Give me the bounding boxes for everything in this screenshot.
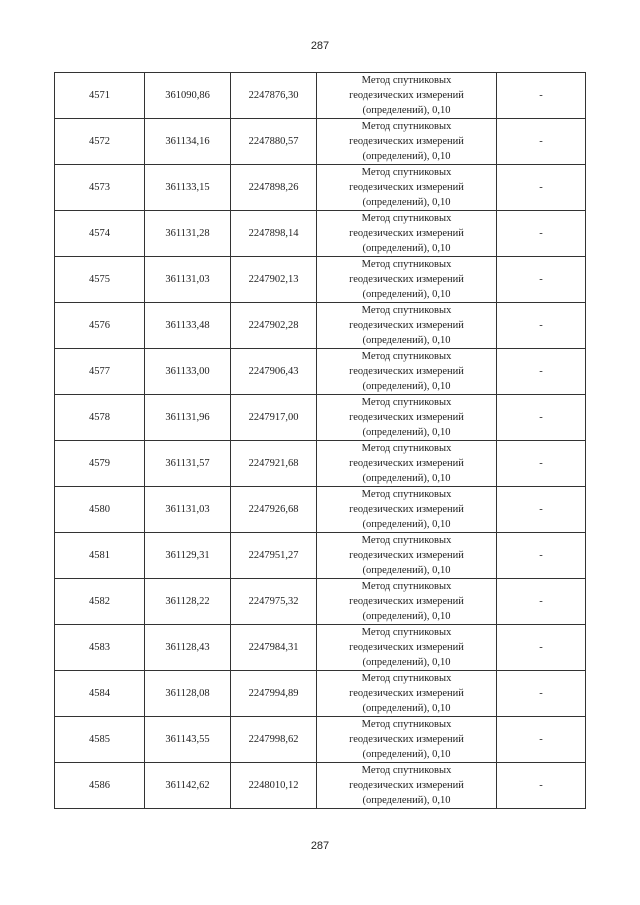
note-cell: - (497, 165, 586, 211)
method-text-line: геодезических измерений (349, 412, 464, 423)
y-coordinate-cell: 2247921,68 (231, 441, 317, 487)
point-number-cell: 4579 (55, 441, 145, 487)
method-text-line: (определений), 0,10 (362, 289, 451, 300)
method-text-line: (определений), 0,10 (362, 519, 451, 530)
method-cell (317, 579, 497, 625)
method-cell (317, 487, 497, 533)
x-coordinate-cell: 361131,96 (145, 395, 231, 441)
x-coordinate-cell: 361128,22 (145, 579, 231, 625)
method-text-line: (определений), 0,10 (362, 611, 451, 622)
x-coordinate-cell: 361142,62 (145, 763, 231, 809)
note-cell: - (497, 211, 586, 257)
method-text-line: (определений), 0,10 (362, 795, 451, 806)
note-cell: - (497, 303, 586, 349)
method-text-line: (определений), 0,10 (362, 243, 451, 254)
y-coordinate-cell: 2247898,14 (231, 211, 317, 257)
method-text-line: геодезических измерений (349, 274, 464, 285)
x-coordinate-cell: 361129,31 (145, 533, 231, 579)
method-text-line: геодезических измерений (349, 596, 464, 607)
method-text-line: геодезических измерений (349, 550, 464, 561)
x-coordinate-cell: 361143,55 (145, 717, 231, 763)
method-text-line: (определений), 0,10 (362, 105, 451, 116)
method-text-line: (определений), 0,10 (362, 335, 451, 346)
method-text-line: Метод спутниковых (361, 305, 452, 316)
method-cell (317, 303, 497, 349)
method-text-line: геодезических измерений (349, 136, 464, 147)
point-number-cell: 4578 (55, 395, 145, 441)
point-number-cell: 4574 (55, 211, 145, 257)
method-cell (317, 441, 497, 487)
y-coordinate-cell: 2247898,26 (231, 165, 317, 211)
method-text-line: (определений), 0,10 (362, 381, 451, 392)
method-cell (317, 533, 497, 579)
note-cell: - (497, 349, 586, 395)
point-number-cell: 4581 (55, 533, 145, 579)
method-text-line: Метод спутниковых (361, 213, 452, 224)
method-text-line: геодезических измерений (349, 734, 464, 745)
method-text-line: геодезических измерений (349, 90, 464, 101)
point-number-cell: 4575 (55, 257, 145, 303)
table-row (55, 625, 586, 671)
y-coordinate-cell: 2247876,30 (231, 73, 317, 119)
note-cell: - (497, 119, 586, 165)
method-text-line: Метод спутниковых (361, 397, 452, 408)
point-number-cell: 4571 (55, 73, 145, 119)
note-cell: - (497, 487, 586, 533)
method-text-line: геодезических измерений (349, 458, 464, 469)
method-text-line: Метод спутниковых (361, 535, 452, 546)
point-number-cell: 4572 (55, 119, 145, 165)
note-cell: - (497, 579, 586, 625)
note-cell: - (497, 625, 586, 671)
method-cell (317, 119, 497, 165)
method-text-line: Метод спутниковых (361, 75, 452, 86)
note-cell: - (497, 671, 586, 717)
x-coordinate-cell: 361134,16 (145, 119, 231, 165)
method-text-line: геодезических измерений (349, 642, 464, 653)
page-number-bottom: 287 (310, 840, 330, 852)
y-coordinate-cell: 2247880,57 (231, 119, 317, 165)
method-cell (317, 211, 497, 257)
point-number-cell: 4584 (55, 671, 145, 717)
y-coordinate-cell: 2247975,32 (231, 579, 317, 625)
table-row (55, 763, 586, 809)
method-text-line: геодезических измерений (349, 504, 464, 515)
note-cell: - (497, 257, 586, 303)
method-text-line: Метод спутниковых (361, 259, 452, 270)
note-cell: - (497, 73, 586, 119)
method-text-line: (определений), 0,10 (362, 749, 451, 760)
method-text-line: (определений), 0,10 (362, 657, 451, 668)
method-text-line: геодезических измерений (349, 688, 464, 699)
page-number-top: 287 (310, 40, 330, 52)
y-coordinate-cell: 2247951,27 (231, 533, 317, 579)
note-cell: - (497, 763, 586, 809)
y-coordinate-cell: 2247906,43 (231, 349, 317, 395)
coordinates-table-body (55, 73, 586, 809)
point-number-cell: 4586 (55, 763, 145, 809)
method-text-line: геодезических измерений (349, 780, 464, 791)
point-number-cell: 4577 (55, 349, 145, 395)
method-text-line: Метод спутниковых (361, 489, 452, 500)
y-coordinate-cell: 2247902,13 (231, 257, 317, 303)
table-row (55, 395, 586, 441)
y-coordinate-cell: 2247994,89 (231, 671, 317, 717)
method-cell (317, 625, 497, 671)
table-row (55, 717, 586, 763)
method-cell (317, 763, 497, 809)
y-coordinate-cell: 2248010,12 (231, 763, 317, 809)
coordinates-table (54, 72, 586, 809)
x-coordinate-cell: 361128,08 (145, 671, 231, 717)
method-cell (317, 73, 497, 119)
method-text-line: геодезических измерений (349, 182, 464, 193)
method-text-line: геодезических измерений (349, 366, 464, 377)
method-cell (317, 395, 497, 441)
method-cell (317, 717, 497, 763)
point-number-cell: 4585 (55, 717, 145, 763)
note-cell: - (497, 441, 586, 487)
x-coordinate-cell: 361133,00 (145, 349, 231, 395)
table-row (55, 487, 586, 533)
x-coordinate-cell: 361131,28 (145, 211, 231, 257)
x-coordinate-cell: 361133,48 (145, 303, 231, 349)
table-row (55, 533, 586, 579)
point-number-cell: 4580 (55, 487, 145, 533)
note-cell: - (497, 717, 586, 763)
method-text-line: Метод спутниковых (361, 121, 452, 132)
y-coordinate-cell: 2247984,31 (231, 625, 317, 671)
table-row (55, 441, 586, 487)
method-cell (317, 349, 497, 395)
table-row (55, 119, 586, 165)
method-text-line: Метод спутниковых (361, 581, 452, 592)
table-row (55, 349, 586, 395)
method-text-line: (определений), 0,10 (362, 473, 451, 484)
x-coordinate-cell: 361131,03 (145, 487, 231, 533)
method-text-line: Метод спутниковых (361, 627, 452, 638)
table-row (55, 165, 586, 211)
y-coordinate-cell: 2247917,00 (231, 395, 317, 441)
method-text-line: Метод спутниковых (361, 443, 452, 454)
method-text-line: (определений), 0,10 (362, 565, 451, 576)
method-text-line: (определений), 0,10 (362, 197, 451, 208)
method-cell (317, 671, 497, 717)
method-text-line: Метод спутниковых (361, 719, 452, 730)
x-coordinate-cell: 361090,86 (145, 73, 231, 119)
x-coordinate-cell: 361131,03 (145, 257, 231, 303)
method-text-line: (определений), 0,10 (362, 703, 451, 714)
method-text-line: Метод спутниковых (361, 351, 452, 362)
point-number-cell: 4583 (55, 625, 145, 671)
y-coordinate-cell: 2247926,68 (231, 487, 317, 533)
table-row (55, 257, 586, 303)
y-coordinate-cell: 2247902,28 (231, 303, 317, 349)
x-coordinate-cell: 361131,57 (145, 441, 231, 487)
note-cell: - (497, 533, 586, 579)
table-row (55, 303, 586, 349)
method-text-line: геодезических измерений (349, 320, 464, 331)
point-number-cell: 4576 (55, 303, 145, 349)
method-text-line: (определений), 0,10 (362, 151, 451, 162)
table-row (55, 73, 586, 119)
method-text-line: (определений), 0,10 (362, 427, 451, 438)
x-coordinate-cell: 361128,43 (145, 625, 231, 671)
method-cell (317, 257, 497, 303)
note-cell: - (497, 395, 586, 441)
x-coordinate-cell: 361133,15 (145, 165, 231, 211)
method-text-line: Метод спутниковых (361, 673, 452, 684)
table-row (55, 579, 586, 625)
method-text-line: Метод спутниковых (361, 167, 452, 178)
table-row (55, 671, 586, 717)
point-number-cell: 4582 (55, 579, 145, 625)
method-cell (317, 165, 497, 211)
y-coordinate-cell: 2247998,62 (231, 717, 317, 763)
method-text-line: геодезических измерений (349, 228, 464, 239)
point-number-cell: 4573 (55, 165, 145, 211)
table-row (55, 211, 586, 257)
method-text-line: Метод спутниковых (361, 765, 452, 776)
